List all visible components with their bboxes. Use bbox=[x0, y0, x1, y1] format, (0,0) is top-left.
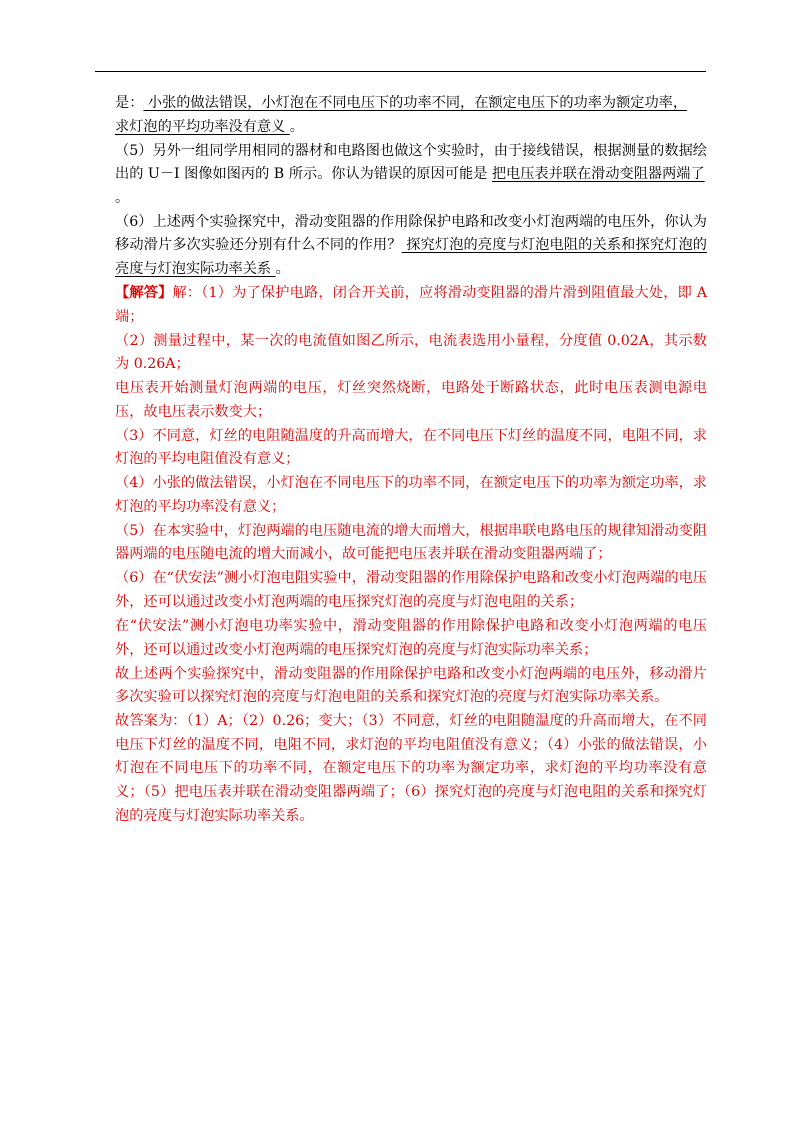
question-6-answer: 探究灯泡的亮度与灯泡电阻的关系和探究灯泡的亮度与灯泡实际功率关系 bbox=[115, 237, 707, 277]
answer-4-continuation bbox=[115, 92, 707, 139]
question-6 bbox=[115, 211, 707, 282]
solution-paragraph-7: （6）在“伏安法”测小灯泡电阻实验中，滑动变阻器的作用除保护电路和改变小灯泡两端的电压外，还可以通过改变小灯泡两端的电压探究灯泡的亮度与灯泡电阻的关系； bbox=[115, 570, 707, 610]
answer-4-underline-2: 求灯泡的平均功率没有意义 bbox=[115, 118, 290, 135]
solution-paragraph-5: （4）小张的做法错误，小灯泡在不同电压下的功率不同，在额定电压下的功率为额定功率，求灯泡的平均功率没有意义； bbox=[115, 475, 707, 515]
solution-tag: 【解答】 bbox=[115, 284, 173, 301]
solution-paragraph-1 bbox=[115, 282, 707, 329]
solution-paragraph-2: （2）测量过程中，某一次的电流值如图乙所示，电流表选用小量程，分度值 0.02A，其示数为 0.26A； bbox=[115, 332, 707, 373]
question-5 bbox=[115, 140, 707, 211]
solution-lead: 解： bbox=[172, 284, 202, 301]
solution-step-1: （1）为了保护电路，闭合开关前，应将滑动变阻器的滑片滑到阻值最大处，即 A 端； bbox=[115, 284, 707, 325]
question-6-suffix: 。 bbox=[275, 260, 290, 277]
solution-paragraph-3: 电压表开始测量灯泡两端的电压，灯丝突然烧断，电路处于断路状态，此时电压表测电源电压，故电压表示数变大； bbox=[115, 380, 707, 420]
solution-paragraph-4: （3）不同意，灯丝的电阻随温度的升高而增大，在不同电压下灯丝的温度不同，电阻不同，求灯泡的平均电阻值没有意义； bbox=[115, 427, 707, 468]
document-body bbox=[115, 92, 707, 828]
answer-4-underline-1: 小张的做法错误，小灯泡在不同电压下的功率不同，在额定电压下的功率为额定功率， bbox=[143, 95, 688, 111]
final-answer-paragraph: 故答案为：（1）A；（2）0.26；变大；（3）不同意，灯丝的电阻随温度的升高而增大，在不同电压下灯丝的温度不同，电阻不同，求灯泡的平均电阻值没有意义；（4）小张的做法错误，小灯泡在不同电压下的功率不同，在额定电压下的功率为额定功率，求灯泡的平均功率没有意义；（5）把电压表并联在滑动变阻器两端了；（6）探究灯泡的亮度与灯泡电阻的关系和探究灯泡的亮度与灯泡实际功率关系。 bbox=[115, 713, 707, 824]
header-rule bbox=[95, 71, 706, 72]
answer-4-prefix: 是： bbox=[115, 95, 144, 111]
solution-paragraph-8: 在“伏安法”测小灯泡电功率实验中，滑动变阻器的作用除保护电路和改变小灯泡两端的电压外，还可以通过改变小灯泡两端的电压探究灯泡的亮度与灯泡实际功率关系； bbox=[115, 617, 707, 658]
question-5-answer: 把电压表并联在滑动变阻器两端了 bbox=[491, 166, 705, 183]
answer-4-suffix: 。 bbox=[289, 118, 304, 135]
question-5-suffix: 。 bbox=[115, 189, 130, 206]
question-5-text: （5）另外一组同学用相同的器材和电路图也做这个实验时，由于接线错误，根据测量的数据绘出的 U－I 图像如图丙的 B 所示。你认为错误的原因可能是 bbox=[115, 142, 707, 183]
solution-paragraph-9: 故上述两个实验探究中，滑动变阻器的作用除保护电路和改变小灯泡两端的电压外，移动滑片多次实验可以探究灯泡的亮度与灯泡电阻的关系和探究灯泡的亮度与灯泡实际功率关系。 bbox=[115, 665, 707, 706]
solution-paragraph-6: （5）在本实验中，灯泡两端的电压随电流的增大而增大，根据串联电路电压的规律知滑动变阻器两端的电压随电流的增大而减小，故可能把电压表并联在滑动变阻器两端了； bbox=[115, 522, 707, 563]
question-6-text: （6）上述两个实验探究中，滑动变阻器的作用除保护电路和改变小灯泡两端的电压外，你认为移动滑片多次实验还分别有什么不同的作用？ bbox=[115, 213, 707, 254]
